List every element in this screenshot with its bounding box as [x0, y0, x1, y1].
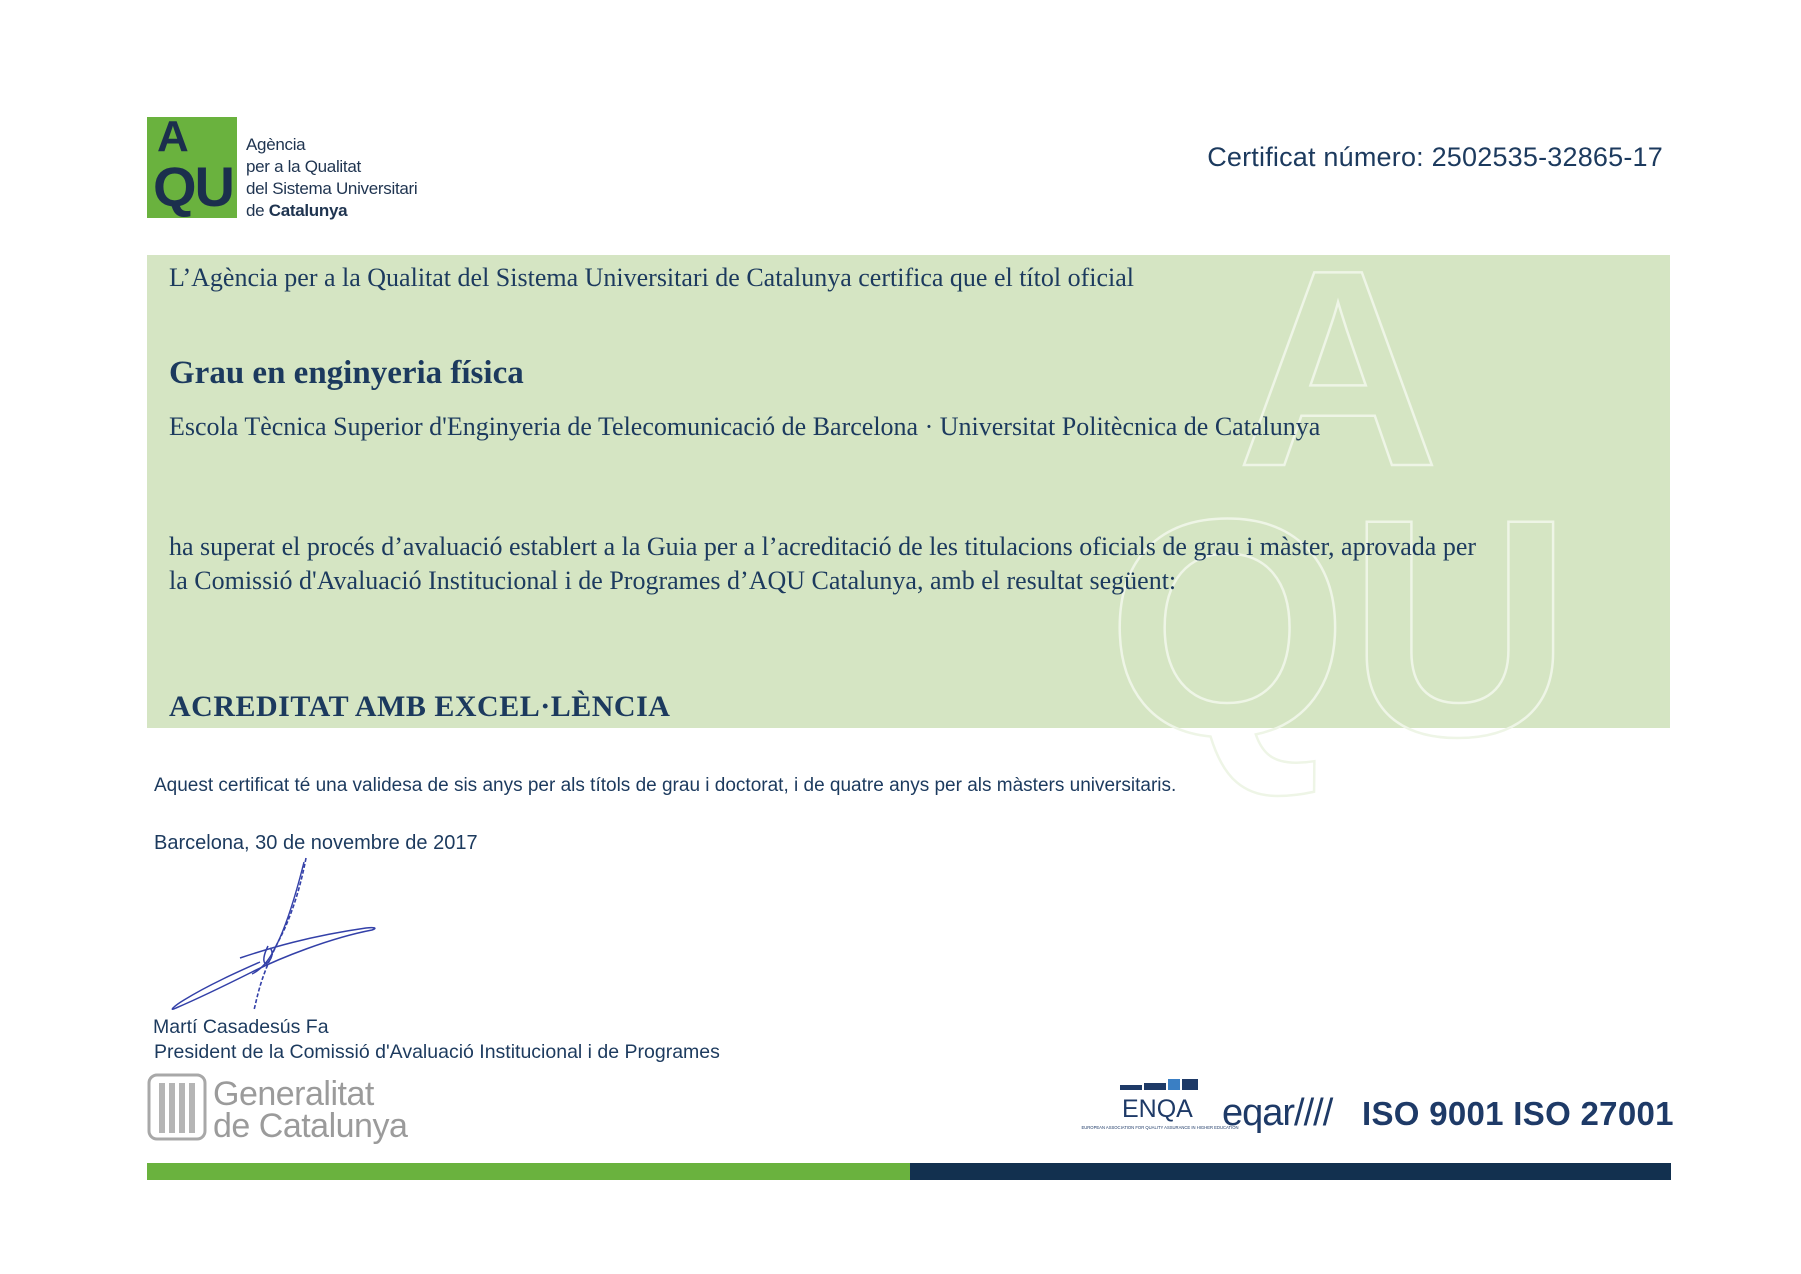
eqar-logo: eqar////: [1222, 1092, 1333, 1134]
certification-intro: L’Agència per a la Qualitat del Sistema Universitari de Catalunya certifica que el títol oficial: [169, 263, 1135, 292]
enqa-logo: [1081, 1079, 1239, 1149]
generalitat-line2: de Catalunya: [213, 1107, 408, 1145]
footer-bar-navy: [910, 1163, 1671, 1180]
signer-role: President de la Comissió d'Avaluació Institucional i de Programes: [154, 1041, 720, 1063]
generalitat-line1: Generalitat: [213, 1075, 374, 1113]
watermark-letter-a: A: [1237, 213, 1440, 525]
logo-mark-qu: QU: [153, 155, 233, 218]
aqu-logo: [147, 112, 237, 218]
agency-name: [246, 134, 417, 222]
issue-date: Barcelona, 30 de novembre de 2017: [154, 832, 478, 854]
agency-name-line1: Agència: [246, 135, 306, 154]
enqa-wordmark: ENQA: [1122, 1095, 1193, 1123]
generalitat-logo-text: [213, 1075, 408, 1145]
evaluation-statement: ha superat el procés d’avaluació establert a la Guia per a l’acreditació de les titulacions oficials de grau i màster, aprovada per la Comissió d'Avaluació Institucional i de Programes d’AQU Catalunya, amb el resultat següent:: [169, 532, 1477, 595]
degree-title: Grau en enginyeria física: [169, 355, 524, 391]
watermark-letters-qu: QU: [1107, 454, 1572, 801]
agency-name-line4: de Catalunya: [246, 201, 348, 220]
agency-name-line3: del Sistema Universitari: [246, 179, 418, 198]
logo-mark-a: A: [157, 112, 189, 161]
handwritten-signature: [160, 850, 390, 1020]
agency-name-line2: per a la Qualitat: [246, 157, 361, 176]
signer-name: Martí Casadesús Fa: [153, 1016, 329, 1038]
generalitat-shield-icon: [147, 1073, 207, 1143]
certificate-number: Certificat número: 2502535-32865-17: [1207, 142, 1663, 172]
validity-note: Aquest certificat té una validesa de sis anys per als títols de grau i doctorat, i de quatre anys per als màsters universitaris.: [154, 775, 1177, 796]
iso-certifications: ISO 9001 ISO 27001: [1362, 1095, 1674, 1132]
enqa-caption: EUROPEAN ASSOCIATION FOR QUALITY ASSURANCE IN HIGHER EDUCATION: [1081, 1125, 1239, 1130]
footer-bar-green: [147, 1163, 910, 1180]
accreditation-result: ACREDITAT AMB EXCEL·LÈNCIA: [169, 690, 671, 723]
school-name: Escola Tècnica Superior d'Enginyeria de Telecomunicació de Barcelona · Universitat Politècnica de Catalunya: [169, 412, 1321, 441]
